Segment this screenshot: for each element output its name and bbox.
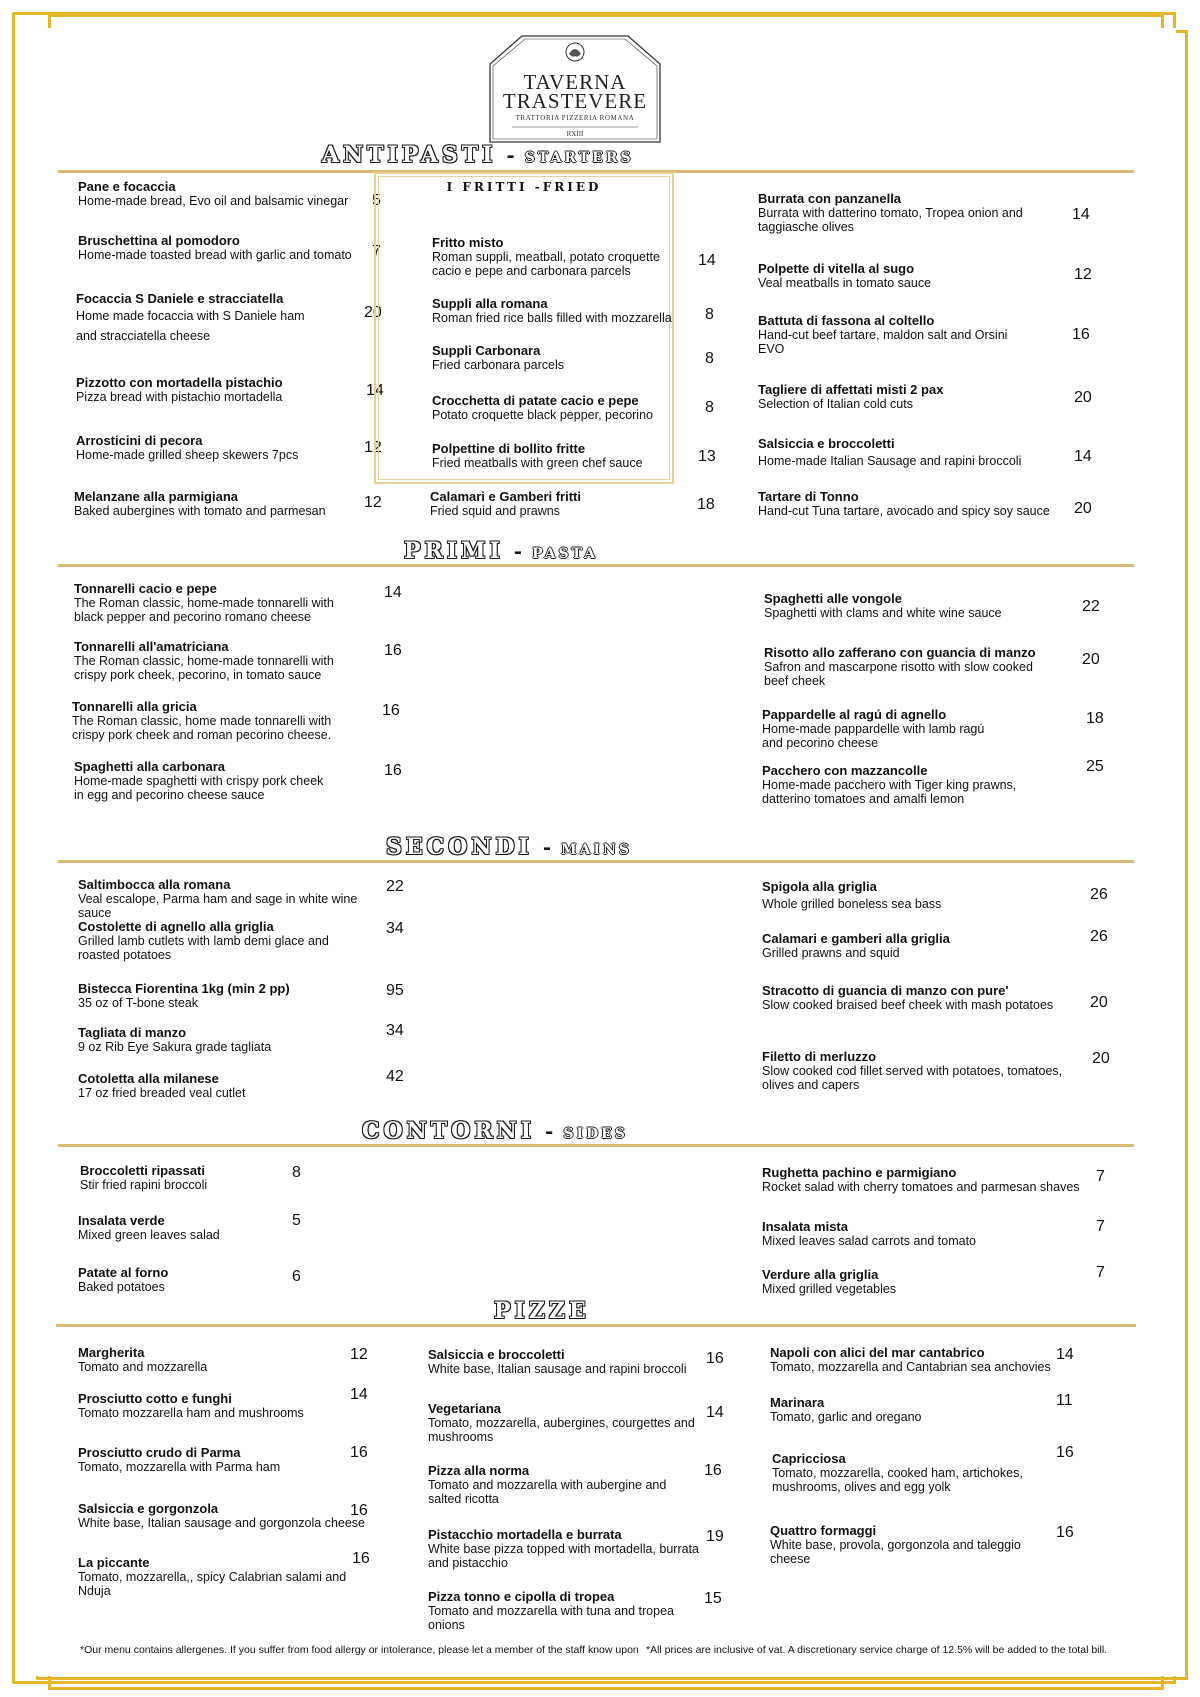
item-name: Risotto allo zafferano con guancia di manzo [764,645,1036,660]
item-price: 42 [386,1068,404,1085]
item-name: Saltimbocca alla romana [78,877,231,892]
item-price: 14 [366,382,384,399]
heading-dash: - [513,539,523,563]
item-desc: Roman suppli, meatball, potato croquette cacio e pepe and carbonara parcels [432,250,660,278]
item-name: La piccante [78,1555,150,1570]
contorni-heading [362,1118,628,1144]
list-item [428,1590,678,1632]
item-desc: White base, Italian sausage and gorgonzola cheese [78,1516,365,1530]
item-price: 20 [1082,651,1100,668]
logo-line-2: TRASTEVERE [502,89,648,113]
item-desc: Baked aubergines with tomato and parmesan [74,504,326,518]
list-item [78,1446,378,1474]
primi-heading [404,538,598,564]
list-item [758,262,1058,290]
item-desc: Roman fried rice balls filled with mozzarella [432,311,672,325]
item-desc: Veal meatballs in tomato sauce [758,276,932,290]
contorni-subtitle: SIDES [563,1126,628,1142]
list-item [78,1266,378,1294]
logo-subtitle: TRATTORIA PIZZERIA ROMANA [515,114,635,122]
item-price: 8 [705,399,714,416]
list-item [762,1268,1062,1296]
item-name: Patate al forno [78,1265,169,1280]
list-item [770,1396,1070,1424]
item-name: Pizzotto con mortadella pistachio [76,375,283,390]
item-desc: Spaghetti with clams and white wine sauce [764,606,1002,620]
item-price: 20 [1090,994,1108,1011]
secondi-subtitle: MAINS [561,842,632,858]
list-item [758,314,1008,356]
list-item [762,764,1022,806]
item-price: 22 [386,878,404,895]
item-name: Spigola alla griglia [762,879,877,894]
item-price: 34 [386,1022,404,1039]
item-name: Tonnarelli all'amatriciana [74,639,229,654]
list-item [428,1402,698,1444]
item-name: Salsiccia e broccoletti [758,436,895,451]
item-name: Burrata con panzanella [758,191,902,206]
item-price: 14 [698,252,716,269]
item-desc: Grilled prawns and squid [762,946,900,960]
section-rule [58,564,1134,567]
list-item [76,292,326,346]
item-price: 8 [292,1164,301,1181]
list-item [78,1392,378,1420]
item-price: 16 [384,642,402,659]
list-item [762,1220,1062,1248]
secondi-title: SECONDI [386,834,533,860]
item-name: Vegetariana [428,1401,501,1416]
item-price: 16 [704,1462,722,1479]
item-price: 26 [1090,928,1108,945]
list-item [428,1348,728,1376]
item-name: Pizza tonno e cipolla di tropea [428,1589,615,1604]
item-price: 14 [1072,206,1090,223]
item-name: Marinara [770,1395,825,1410]
list-item [432,394,692,422]
item-desc: Tomato mozzarella ham and mushrooms [78,1406,304,1420]
item-price: 8 [705,350,714,367]
item-price: 6 [292,1268,301,1285]
item-desc: Home-made toasted bread with garlic and tomato [78,248,352,262]
primi-title: PRIMI [404,538,504,564]
item-price: 14 [706,1404,724,1421]
item-name: Pizza alla norma [428,1463,530,1478]
item-desc: Potato croquette black pepper, pecorino [432,408,653,422]
list-item [78,234,378,262]
item-desc: Fried carbonara parcels [432,358,565,372]
item-desc: Mixed green leaves salad [78,1228,220,1242]
list-item [78,1346,378,1374]
item-price: 16 [352,1550,370,1567]
item-name: Tonnarelli cacio e pepe [74,581,217,596]
list-item [78,920,348,962]
item-price: 11 [1056,1392,1073,1409]
item-name: Napoli con alici del mar cantabrico [770,1345,985,1360]
item-price: 5 [292,1212,301,1229]
list-item [76,434,376,462]
item-desc: 35 oz of T-bone steak [78,996,198,1010]
item-name: Arrosticini di pecora [76,433,203,448]
item-name: Insalata mista [762,1219,848,1234]
item-price: 14 [384,584,402,601]
item-price: 20 [1074,389,1092,406]
pizze-title: PIZZE [494,1298,590,1324]
item-name: Tagliere di affettati misti 2 pax [758,382,944,397]
item-price: 16 [382,702,400,719]
item-name: Prosciutto crudo di Parma [78,1445,241,1460]
item-desc: White base pizza topped with mortadella, burrata and pistacchio [428,1542,699,1570]
item-desc: White base, Italian sausage and rapini broccoli [428,1362,687,1376]
item-desc: Tomato, mozzarella and Cantabrian sea anchovies [770,1360,1051,1374]
heading-dash: - [542,835,552,859]
item-name: Battuta di fassona al coltello [758,313,935,328]
item-price: 20 [364,304,382,321]
item-name: Fritto misto [432,235,504,250]
item-name: Focaccia S Daniele e stracciatella [76,291,284,306]
list-item [762,880,1062,911]
item-name: Salsiccia e broccoletti [428,1347,565,1362]
item-name: Costolette di agnello alla griglia [78,919,274,934]
list-item [78,878,388,920]
item-name: Suppli alla romana [432,296,548,311]
item-price: 7 [1096,1218,1105,1235]
item-desc: Home-made pacchero with Tiger king prawns, datterino tomatoes and amalfi lemon [762,778,1017,806]
item-desc: Tomato, mozzarella,, spicy Calabrian salami and Nduja [78,1570,347,1598]
item-price: 18 [1086,710,1104,727]
list-item [762,984,1082,1012]
item-name: Cotoletta alla milanese [78,1071,219,1086]
item-desc: Whole grilled boneless sea bass [762,897,942,911]
item-name: Pistacchio mortadella e burrata [428,1527,622,1542]
vat-note: *All prices are inclusive of vat. A discretionary service charge of 12.5% will be added to the total bill. [646,1644,1108,1656]
item-name: Pappardelle al ragú di agnello [762,707,947,722]
item-price: 14 [350,1386,368,1403]
secondi-heading [386,834,632,860]
item-name: Tagliata di manzo [78,1025,187,1040]
list-item [428,1528,708,1570]
antipasti-heading [322,142,634,168]
item-desc: Home-made spaghetti with crispy pork cheek in egg and pecorino cheese sauce [74,774,324,802]
item-desc: Fried squid and prawns [430,504,560,518]
list-item [432,344,692,372]
item-name: Spaghetti alla carbonara [74,759,225,774]
list-item [758,437,1058,468]
item-desc: Safron and mascarpone risotto with slow cooked beef cheek [764,660,1033,688]
item-price: 34 [386,920,404,937]
logo-mark: RXIII [566,130,584,138]
list-item [72,700,367,742]
item-desc: Tomato, mozzarella with Parma ham [78,1460,281,1474]
item-name: Bistecca Fiorentina 1kg (min 2 pp) [78,981,290,996]
item-price: 20 [1074,500,1092,517]
item-price: 16 [1056,1524,1074,1541]
list-item [74,582,354,624]
item-price: 22 [1082,598,1100,615]
item-name: Tartare di Tonno [758,489,859,504]
item-name: Pane e focaccia [78,179,176,194]
heading-dash: - [545,1119,554,1143]
item-name: Verdure alla griglia [762,1267,879,1282]
list-item [78,1502,368,1530]
list-item [758,192,1028,234]
item-desc: Veal escalope, Parma ham and sage in white wine sauce [78,892,358,920]
item-desc: Mixed leaves salad carrots and tomato [762,1234,976,1248]
list-item [78,1072,378,1100]
item-name: Salsiccia e gorgonzola [78,1501,219,1516]
item-price: 7 [372,243,381,260]
item-name: Polpette di vitella al sugo [758,261,915,276]
item-price: 7 [1096,1168,1105,1185]
item-desc: Selection of Italian cold cuts [758,397,913,411]
item-name: Insalata verde [78,1213,165,1228]
item-desc: Slow cooked cod fillet served with potatoes, tomatoes, olives and capers [762,1064,1063,1092]
item-desc: Stir fried rapini broccoli [80,1178,208,1192]
item-name: Filetto di merluzzo [762,1049,877,1064]
item-desc: Baked potatoes [78,1280,165,1294]
item-name: Rughetta pachino e parmigiano [762,1165,957,1180]
item-desc: White base, provola, gorgonzola and taleggio cheese [770,1538,1021,1566]
item-name: Margherita [78,1345,145,1360]
allergen-note: *Our menu contains allergenes. If you suffer from food allergy or intolerance, please let a member of the staff know upon [80,1644,639,1656]
item-desc: Tomato and mozzarella with aubergine and salted ricotta [428,1478,667,1506]
item-desc: Tomato, garlic and oregano [770,1410,922,1424]
antipasti-title: ANTIPASTI [322,142,497,168]
item-desc: Home-made grilled sheep skewers 7pcs [76,448,299,462]
item-price: 16 [1072,326,1090,343]
fritti-box-inner [378,176,670,480]
list-item [770,1524,1030,1566]
list-item [762,708,992,750]
item-desc: The Roman classic, home made tonnarelli with crispy pork cheek and roman pecorino cheese. [72,714,332,742]
list-item [764,592,1064,620]
list-item [74,490,374,518]
item-price: 12 [364,439,382,456]
item-name: Crocchetta di patate cacio e pepe [432,393,639,408]
item-price: 14 [1074,448,1092,465]
item-desc: Home-made Italian Sausage and rapini broccoli [758,454,1022,468]
list-item [74,640,344,682]
list-item [78,1214,378,1242]
pizze-heading [494,1298,590,1324]
list-item [758,383,1058,411]
list-item [80,1164,380,1192]
list-item [762,1050,1082,1092]
item-name: Prosciutto cotto e funghi [78,1391,232,1406]
item-name: Capricciosa [772,1451,846,1466]
item-price: 19 [706,1528,724,1545]
item-desc: Rocket salad with cherry tomatoes and parmesan shaves [762,1180,1080,1194]
list-item [432,442,692,470]
antipasti-subtitle: STARTERS [524,150,634,166]
item-name: Melanzane alla parmigiana [74,489,239,504]
heading-dash: - [506,143,515,167]
item-desc: Slow cooked braised beef cheek with mash potatoes [762,998,1054,1012]
item-name: Bruschettina al pomodoro [78,233,240,248]
item-price: 12 [350,1346,368,1363]
item-price: 25 [1086,758,1104,775]
item-price: 16 [384,762,402,779]
item-desc: The Roman classic, home-made tonnarelli with crispy pork cheek, pecorino, in tomato sauce [74,654,334,682]
list-item [430,490,690,518]
item-price: 14 [1056,1346,1074,1363]
item-price: 7 [1096,1264,1105,1281]
item-name: Polpettine di bollito fritte [432,441,586,456]
contorni-title: CONTORNI [362,1118,536,1144]
item-price: 15 [704,1590,722,1607]
logo-line-1: TAVERNA [523,70,627,94]
item-desc: Home made focaccia with S Daniele ham and stracciatella cheese [76,309,305,343]
list-item [432,297,702,325]
item-desc: Grilled lamb cutlets with lamb demi glace and roasted potatoes [78,934,329,962]
item-desc: Home-made bread, Evo oil and balsamic vinegar [78,194,349,208]
list-item [762,932,1062,960]
item-desc: Hand-cut Tuna tartare, avocado and spicy soy sauce [758,504,1050,518]
fritti-heading: I FRITTI -FRIED [446,180,602,194]
item-name: Stracotto di guancia di manzo con pure' [762,983,1009,998]
item-price: 26 [1090,886,1108,903]
item-price: 95 [386,982,404,999]
item-price: 16 [350,1502,368,1519]
primi-subtitle: PASTA [532,546,599,562]
item-name: Suppli Carbonara [432,343,541,358]
item-price: 18 [697,496,715,513]
item-desc: Tomato, mozzarella, cooked ham, artichokes, mushrooms, olives and egg yolk [772,1466,1023,1494]
item-name: Calamari e gamberi alla griglia [762,931,950,946]
list-item [770,1346,1070,1374]
item-desc: Tomato and mozzarella [78,1360,208,1374]
item-desc: Fried meatballs with green chef sauce [432,456,643,470]
item-name: Spaghetti alle vongole [764,591,902,606]
list-item [78,1026,378,1054]
item-desc: The Roman classic, home-made tonnarelli with black pepper and pecorino romano cheese [74,596,334,624]
item-desc: Pizza bread with pistachio mortadella [76,390,283,404]
item-name: Broccoletti ripassati [80,1163,205,1178]
list-item [76,376,376,404]
item-desc: Tomato and mozzarella with tuna and tropea onions [428,1604,674,1632]
taverna-logo [482,34,668,144]
item-name: Quattro formaggi [770,1523,877,1538]
list-item [432,236,692,278]
item-price: 5 [372,192,381,209]
item-desc: Burrata with datterino tomato, Tropea onion and taggiasche olives [758,206,1023,234]
item-price: 13 [698,448,716,465]
item-price: 12 [1074,266,1092,283]
item-desc: Hand-cut beef tartare, maldon salt and Orsini EVO [758,328,1008,356]
item-desc: Tomato, mozzarella, aubergines, courgettes and mushrooms [428,1416,695,1444]
item-price: 16 [1056,1444,1074,1461]
item-desc: 9 oz Rib Eye Sakura grade tagliata [78,1040,272,1054]
section-rule [58,860,1134,863]
item-desc: Home-made pappardelle with lamb ragú and pecorino cheese [762,722,985,750]
list-item [78,1556,368,1598]
list-item [758,490,1058,518]
item-desc: 17 oz fried breaded veal cutlet [78,1086,246,1100]
item-desc: Mixed grilled vegetables [762,1282,897,1296]
item-name: Tonnarelli alla gricia [72,699,197,714]
item-price: 12 [364,494,382,511]
item-price: 16 [706,1350,724,1367]
item-name: Calamari e Gamberi fritti [430,489,581,504]
item-price: 20 [1092,1050,1110,1067]
list-item [78,180,378,208]
list-item [78,982,378,1010]
item-name: Pacchero con mazzancolle [762,763,928,778]
list-item [74,760,324,802]
item-price: 16 [350,1444,368,1461]
list-item [764,646,1034,688]
section-rule [56,1324,1136,1327]
list-item [762,1166,1082,1194]
list-item [428,1464,698,1506]
section-rule [58,1144,1134,1147]
list-item [772,1452,1032,1494]
item-price: 8 [705,306,714,323]
